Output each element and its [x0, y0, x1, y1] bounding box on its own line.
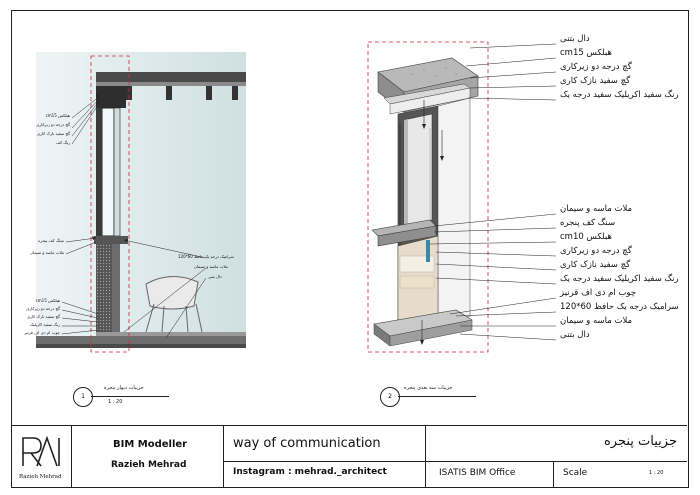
right-label-top-0: دال بتنی — [560, 34, 590, 44]
right-caption-line — [398, 396, 476, 397]
left-caption-line — [91, 396, 169, 397]
tagline-divider — [223, 461, 425, 462]
left-label-bottom-2: گچ سفید نازک کاری — [26, 314, 60, 319]
left-label-top-3: رنگ کف — [56, 140, 70, 145]
logo-cell — [11, 426, 72, 487]
scale-value: 1 : 20 — [649, 470, 664, 476]
tagline-cell — [223, 426, 426, 487]
right-label-bottom-0: ملات ماسه و سیمان — [560, 204, 633, 214]
left-label-mid-1: ملات ماسه و سیمان — [30, 250, 64, 255]
right-label-top-3: گچ سفید نازک کاری — [560, 76, 631, 86]
right-label-bottom-3: گچ درجه دو زیرکاری — [560, 246, 632, 256]
right-label-bottom-6: چوب ام دی اف قرنیز — [560, 288, 637, 298]
right-label-bottom-4: گچ سفید نازک کاری — [560, 260, 631, 270]
sheet-title-divider — [425, 461, 687, 462]
left-label-top-0: هبلکس cm15 — [45, 113, 70, 118]
right-label-top-2: گچ درجه دو زیرکاری — [560, 62, 632, 72]
tagline-text: way of communication — [233, 436, 381, 451]
instagram-handle: Instagram : mehrad._architect — [233, 467, 387, 477]
title-block — [11, 425, 687, 487]
left-label-bottom-1: گچ درجه دو زیرکاری — [26, 306, 60, 311]
left-label-sill-2: دال بتنی — [208, 274, 222, 279]
left-label-bottom-0: هبلکس cm15 — [35, 298, 60, 303]
left-section-detail — [24, 52, 246, 364]
sheet-title: جزییات پنجره — [604, 434, 677, 449]
right-caption-marker — [380, 387, 400, 407]
left-label-top-2: گچ سفید نازک کاری — [36, 131, 70, 136]
right-label-bottom-8: ملات ماسه و سیمان — [560, 316, 633, 326]
left-detail-number: 1 — [81, 393, 85, 400]
right-3d-detail — [360, 30, 690, 360]
left-label-top-1: گچ درجه دو زیرکاری — [36, 122, 70, 127]
office-divider — [553, 461, 554, 487]
left-label-sill-0: سرامیک درجه یک حافظ 60*120 — [178, 254, 234, 259]
left-label-bottom-4: چوب ام دی اف قرنیز — [24, 330, 60, 335]
scale-label: Scale — [563, 468, 588, 478]
left-label-sill-1: ملات ماسه و سیمان — [194, 264, 228, 269]
logo-caption: Razieh Mehrad — [19, 474, 62, 480]
sheet-title-cell — [425, 426, 687, 487]
right-label-top-1: هبلکس cm15 — [560, 48, 612, 58]
right-label-bottom-2: هبلکس cm10 — [560, 232, 612, 242]
logo-icon — [11, 426, 71, 474]
author-cell — [71, 426, 224, 487]
right-detail-number: 2 — [388, 393, 392, 400]
wall-section-drawing — [36, 52, 246, 364]
office-name: ISATIS BIM Office — [439, 468, 516, 478]
role-label: BIM Modeller — [113, 439, 188, 450]
author-name: Razieh Mehrad — [111, 460, 187, 470]
left-caption-title: جزییات دیوار پنجره — [104, 385, 144, 391]
right-caption-title: جزییات سه بعدی پنجره — [404, 385, 453, 391]
left-label-mid-0: سنگ کف پنجره — [38, 238, 64, 243]
right-label-top-4: رنگ سفید اکریلیک سفید درجه یک — [560, 90, 679, 100]
window-3d-drawing — [360, 30, 560, 360]
right-label-bottom-1: سنگ کف پنجره — [560, 218, 616, 228]
right-label-bottom-5: رنگ سفید اکریلیک سفید درجه یک — [560, 274, 679, 284]
left-label-bottom-3: رنگ سفید اکریلیک — [29, 322, 60, 327]
right-label-bottom-9: دال بتنی — [560, 330, 590, 340]
left-caption-marker — [73, 387, 93, 407]
left-caption-scale: 1 : 20 — [108, 399, 123, 405]
right-label-bottom-7: سرامیک درجه یک حافظ 60*120 — [560, 302, 679, 312]
